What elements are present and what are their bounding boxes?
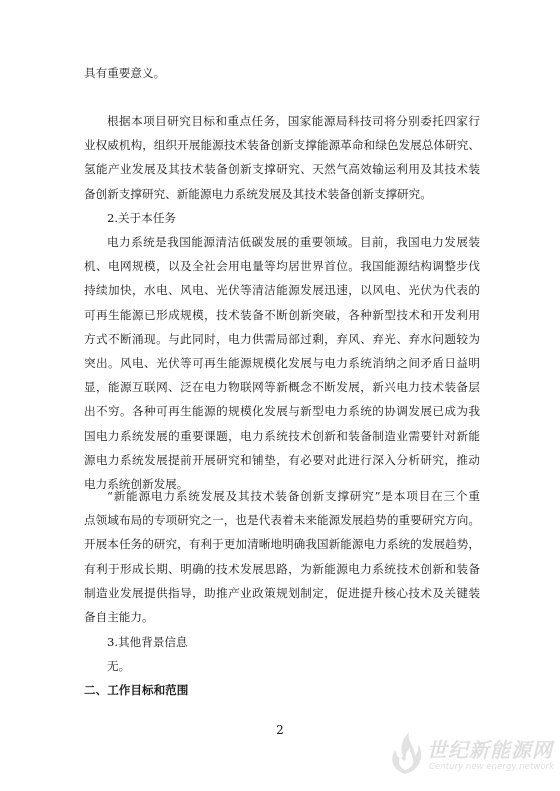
- paragraph-4: [84, 484, 480, 629]
- text-line: 具有重要意义。: [84, 66, 166, 80]
- watermark: [385, 728, 557, 784]
- text-line: 根据本项目研究目标和重点任务，国家能源局科技司将分别委托四家行: [107, 114, 480, 128]
- text-line: 显，能源互联网、泛在电力物联网等新概念不断发展，新兴电力技术装备层: [84, 380, 480, 395]
- text-line: “新能源电力系统发展及其技术装备创新支撑研究”是本项目在三个重: [107, 489, 480, 503]
- heading-other-background: [84, 630, 480, 654]
- heading-text: 二、工作目标和范围: [84, 683, 189, 697]
- text-line: 电力系统是我国能源清洁低碳发展的重要领域。目前，我国电力发展装: [107, 235, 480, 249]
- page-number: 2: [276, 723, 284, 737]
- text-line: 无。: [107, 659, 131, 673]
- text-line: 备自主能力。: [84, 609, 154, 624]
- paragraph-5: [84, 654, 480, 678]
- text-line: 制造业发展提供指导，助推产业政策规划制定，促进提升核心技术及关键装: [84, 585, 480, 600]
- text-line: 持续加快，水电、风电、光伏等清洁能源发展迅速，以风电、光伏为代表的: [84, 283, 480, 298]
- text-line: 备创新支撑研究、新能源电力系统发展及其技术装备创新支撑研究。: [84, 186, 432, 201]
- text-line: 点领域布局的专项研究之一，也是代表着未来能源发展趋势的重要研究方向。: [84, 513, 480, 528]
- watermark-subtitle: Century new energy network: [429, 762, 555, 772]
- text-line: 开展本任务的研究，有利于更加清晰地明确我国新能源电力系统的发展趋势，: [84, 537, 480, 552]
- paragraph-3: [84, 230, 480, 496]
- text-line: 国电力系统发展的重要课题，电力系统技术创新和装备制造业需要针对新能: [84, 428, 480, 443]
- flame-logo-icon: [385, 730, 425, 776]
- text-line: 可再生能源已形成规模，技术装备不断创新突破，各种新型技术和开发利用: [84, 307, 480, 322]
- text-line: 突出。风电、光伏等可再生能源规模化发展与电力系统消纳之间矛盾日益明: [84, 355, 480, 370]
- heading-about-task: [84, 206, 480, 230]
- text-line: 有利于形成长期、明确的技术发展思路，为新能源电力系统技术创新和装备: [84, 561, 480, 576]
- text-line: 机、电网规模，以及全社会用电量等均居世界首位。我国能源结构调整步伐: [84, 259, 480, 274]
- paragraph-2: [84, 109, 480, 206]
- text-line: 业权威机构，组织开展能源技术装备创新支撑能源革命和绿色发展总体研究、: [84, 138, 480, 153]
- text-line: 电力系统创新发展。: [84, 476, 189, 491]
- text-line: 出不穷。各种可再生能源的规模化发展与新型电力系统的协调发展已成为我: [84, 404, 480, 419]
- heading-section-2: [84, 678, 480, 702]
- heading-text: 2.关于本任务: [107, 211, 177, 225]
- text-line: 方式不断涌现。与此同时，电力供需局部过剩，弃风、弃光、弃水问题较为: [84, 331, 480, 346]
- text-line: 源电力系统发展提前开展研究和铺垫，有必要对此进行深入分析研究，推动: [84, 452, 480, 467]
- heading-text: 3.其他背景信息: [107, 635, 188, 649]
- watermark-title: 世纪新能源网: [427, 738, 553, 762]
- text-line: 氢能产业发展及其技术装备创新支撑研究、天然气高效输运利用及其技术装: [84, 162, 480, 177]
- paragraph-1: [84, 61, 480, 85]
